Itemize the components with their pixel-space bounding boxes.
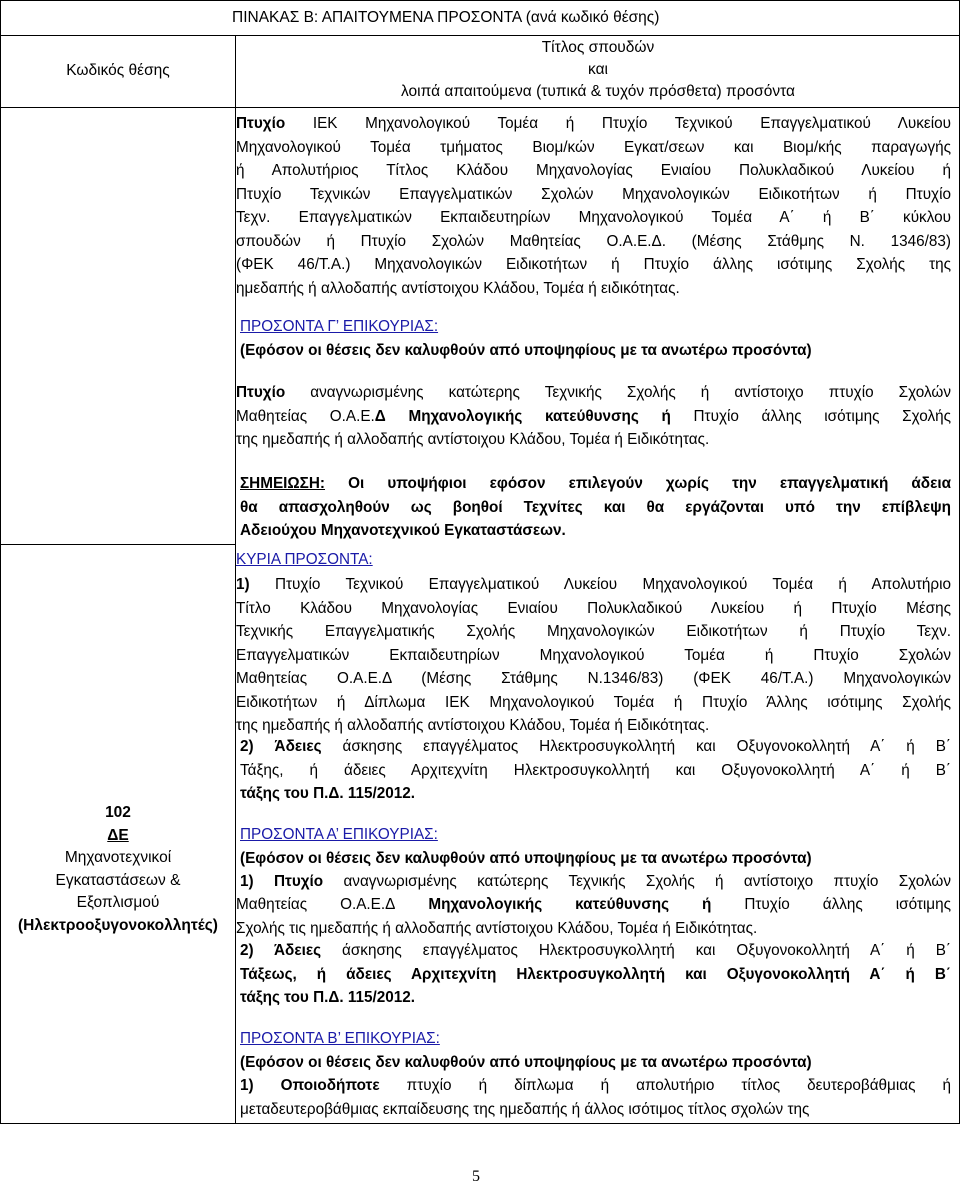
table-border-left	[0, 0, 1, 1124]
main-qual-line: 1) Πτυχίο Τεχνικού Επαγγελματικού Λυκείου Μηχανολογικού Τομέα ή Απολυτήριο	[236, 576, 952, 593]
main-qual-heading: ΚΥΡΙΑ ΠΡΟΣΟΝΤΑ:	[236, 551, 373, 568]
table-border-top	[0, 0, 960, 1]
note-line: ΣΗΜΕΙΩΣΗ: Οι υποψήφιοι εφόσον επιλεγούν χωρίς την επαγγελματική άδεια	[240, 475, 951, 492]
table-title: ΠΙΝΑΚΑΣ Β: ΑΠΑΙΤΟΥΜΕΝΑ ΠΡΟΣΟΝΤΑ (ανά κωδικό θέσης)	[232, 9, 660, 26]
beta-line: μεταδευτεροβάθμιας εκπαίδευσης της ημεδαπής ή άλλος ισότιμος τίτλος σχολών της	[240, 1100, 810, 1118]
main-qual-licenses	[240, 735, 951, 806]
alpha-line: 2) Άδειες άσκησης επαγγέλματος Ηλεκτροσυγκολλητή και Οξυγονοκολλητή Α΄ ή Β΄	[240, 942, 951, 959]
position-name-line: Εγκαταστάσεων &	[55, 871, 181, 889]
main-qual-line: τάξης του Π.Δ. 115/2012.	[240, 785, 416, 802]
position-number: 102	[105, 804, 131, 821]
alpha-line: Τάξεως, ή άδειες Αρχιτεχνίτη Ηλεκτροσυγκολλητή και Οξυγονοκολλητή Α΄ ή Β΄	[240, 965, 951, 983]
section1-line: ημεδαπής ή αλλοδαπής αντίστοιχου Κλάδου, Τομέα ή ειδικότητας.	[236, 279, 680, 297]
page-number: 5	[472, 1168, 480, 1185]
section1-line: Τεχν. Επαγγελματικών Εκπαιδευτηρίων Μηχανολογικού Τομέα Α΄ ή Β΄ κύκλου	[236, 209, 951, 226]
section1-line: Μηχανολογικού Τομέα τμήματος Βιομ/κών Εγκατ/σεων και Βιομ/κής παραγωγής	[236, 138, 951, 156]
section1-line: σπουδών ή Πτυχίο Σχολών Μαθητείας Ο.Α.Ε.Δ. (Μέσης Στάθμης Ν. 1346/83)	[236, 232, 951, 250]
beta-note: (Εφόσον οι θέσεις δεν καλυφθούν από υποψηφίους με τα ανωτέρω προσόντα)	[240, 1054, 812, 1071]
beta-line: 1) Οποιοδήποτε πτυχίο ή δίπλωμα ή απολυτήριο τίτλος δευτεροβάθμιας ή	[240, 1077, 952, 1094]
main-qual-line: 2) Άδειες άσκησης επαγγέλματος Ηλεκτροσυγκολλητή και Οξυγονοκολλητή Α΄ ή Β΄	[240, 738, 951, 755]
header-qualifications-line2: και	[588, 61, 608, 78]
table-border-row-split	[0, 544, 236, 545]
main-qual-line: Επαγγελματικών Εκπαιδευτηρίων Μηχανολογικού Τομέα ή Πτυχίο Σχολών	[236, 646, 951, 664]
alpha-licenses	[240, 939, 951, 1010]
alpha-heading: ΠΡΟΣΟΝΤΑ Α’ ΕΠΙΚΟΥΡΙΑΣ:	[240, 826, 438, 843]
position-dept: ΔΕ	[107, 826, 129, 844]
note-block	[240, 472, 951, 543]
table-border-header-bottom	[0, 107, 960, 108]
section1-line: Πτυχίο Τεχνικών Επαγγελματικών Σχολών Μηχανολογικών Ειδικοτήτων ή Πτυχίο	[236, 185, 951, 203]
note-line: Αδειούχου Μηχανοτεχνικού Εγκαταστάσεων.	[240, 522, 566, 539]
beta-heading: ΠΡΟΣΟΝΤΑ Β’ ΕΠΙΚΟΥΡΙΑΣ:	[240, 1030, 440, 1047]
alpha-line: τάξης του Π.Δ. 115/2012.	[240, 989, 416, 1006]
main-qual-line: Τίτλο Κλάδου Μηχανολογίας Ενιαίου Πολυκλαδικού Λυκείου ή Πτυχίο Μέσης	[236, 599, 951, 617]
section1-line: ή Απολυτήριος Τίτλος Κλάδου Μηχανολογίας Ενιαίου Πολυκλαδικού Λυκείου ή	[236, 162, 951, 179]
header-position-code: Κωδικός θέσης	[66, 62, 170, 79]
alpha-line: Μαθητείας Ο.Α.Ε.Δ Μηχανολογικής κατεύθυνσης ή Πτυχίο άλλης ισότιμης	[236, 896, 951, 913]
gamma-line: Πτυχίο αναγνωρισμένης κατώτερης Τεχνικής Σχολής ή αντίστοιχο πτυχίο Σχολών	[236, 384, 951, 401]
header-qualifications-line3: λοιπά απαιτούμενα (τυπικά & τυχόν πρόσθετα) προσόντα	[401, 83, 795, 100]
position-code-cell	[0, 802, 236, 937]
section1-line: Πτυχίο ΙΕΚ Μηχανολογικού Τομέα ή Πτυχίο Τεχνικού Επαγγελματικού Λυκείου	[236, 115, 951, 132]
main-qual-body	[236, 573, 951, 738]
alpha-qualifications-cont	[236, 893, 951, 940]
note-label: ΣΗΜΕΙΩΣΗ:	[240, 475, 326, 492]
position-name-line: Μηχανοτεχνικοί	[64, 849, 172, 866]
alpha-line: Σχολής τις ημεδαπής ή αλλοδαπής αντίστοιχου Κλάδου, Τομέα ή Ειδικότητας.	[236, 919, 758, 937]
header-qualifications-line1: Τίτλος σπουδών	[541, 39, 655, 56]
table-border-title-bottom	[0, 35, 960, 36]
gamma-qualifications	[236, 381, 951, 452]
position-name-line: (Ηλεκτροοξυγονοκολλητές)	[18, 916, 218, 934]
main-qual-line: Τεχνικής Επαγγελματικής Σχολής Μηχανολογικών Ειδικοτήτων ή Πτυχίο Τεχν.	[236, 623, 951, 640]
alpha-line: 1) Πτυχίο αναγνωρισμένης κατώτερης Τεχνικής Σχολής ή αντίστοιχο πτυχίο Σχολών	[240, 873, 951, 890]
note-line: θα απασχοληθούν ως βοηθοί Τεχνίτες και θα εργάζονται υπό την επίβλεψη	[240, 498, 951, 516]
alpha-qualifications	[240, 870, 951, 894]
main-qual-line: Ειδικοτήτων ή Δίπλωμα ΙΕΚ Μηχανολογικού Τομέα ή Πτυχίο Άλλης ισότιμης Σχολής	[236, 693, 951, 711]
gamma-note: (Εφόσον οι θέσεις δεν καλυφθούν από υποψηφίους με τα ανωτέρω προσόντα)	[240, 342, 812, 359]
beta-qualifications	[240, 1074, 951, 1121]
main-qual-line: της ημεδαπής ή αλλοδαπής αντίστοιχου Κλάδου, Τομέα ή Ειδικότητας.	[236, 717, 710, 734]
table-border-bottom	[0, 1123, 960, 1124]
main-qual-line: Μαθητείας Ο.Α.Ε.Δ (Μέσης Στάθμης Ν.1346/83) (ΦΕΚ 46/Τ.Α.) Μηχανολογικών	[236, 670, 951, 687]
position-name-line: Εξοπλισμού	[76, 894, 160, 911]
main-qual-line: Τάξης, ή άδειες Αρχιτεχνίτη Ηλεκτροσυγκολλητή και Οξυγονοκολλητή Α΄ ή Β΄	[240, 761, 951, 779]
section1-qualifications	[236, 112, 951, 300]
gamma-line: Μαθητείας Ο.Α.Ε.Δ Μηχανολογικής κατεύθυνσης ή Πτυχίο άλλης ισότιμης Σχολής	[236, 407, 951, 425]
gamma-heading: ΠΡΟΣΟΝΤΑ Γ’ ΕΠΙΚΟΥΡΙΑΣ:	[240, 318, 439, 335]
section1-line: (ΦΕΚ 46/Τ.Α.) Μηχανολογικών Ειδικοτήτων ή Πτυχίο άλλης ισότιμης Σχολής της	[236, 256, 951, 273]
gamma-line: της ημεδαπής ή αλλοδαπής αντίστοιχου Κλάδου, Τομέα ή Ειδικότητας.	[236, 431, 710, 448]
alpha-note: (Εφόσον οι θέσεις δεν καλυφθούν από υποψηφίους με τα ανωτέρω προσόντα)	[240, 850, 812, 867]
